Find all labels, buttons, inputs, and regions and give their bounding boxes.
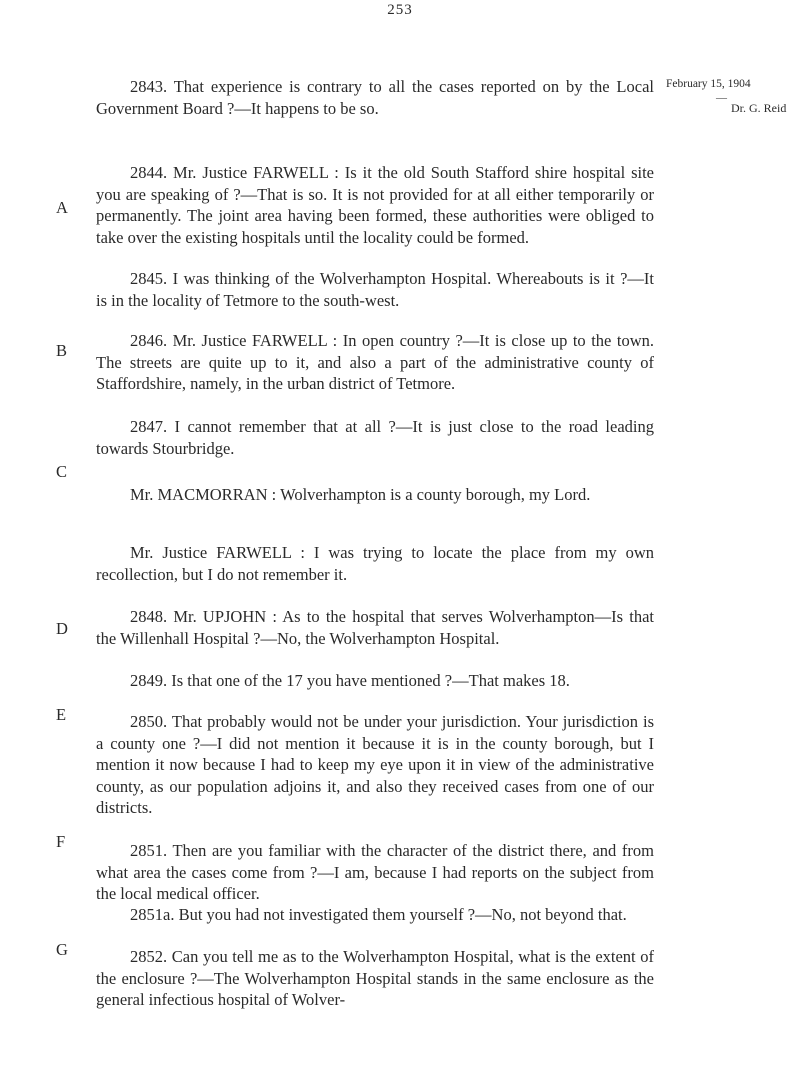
paragraph-2850: 2850. That probably would not be under your jurisdiction. Your jurisdiction is a county one ?—I did not mention it because it is in the county borough, but I mention it now because I had to keep my eye upon it in view of the administrative county, as our population adjoins it, and also they received cases from one of our districts. bbox=[96, 712, 654, 818]
paragraph-2849: 2849. Is that one of the 17 you have mentioned ?—That makes 18. bbox=[130, 671, 570, 690]
paragraph-2844: 2844. Mr. Justice FARWELL : Is it the old South Stafford shire hospital site you are speaking of ?—That is so. It is not provided for at all either temporarily or permanently. The joint area having been formed, these authorities were obliged to take over the existing hospitals until the locality could be formed. bbox=[96, 163, 654, 247]
margin-letter-f: F bbox=[56, 832, 66, 851]
paragraph-2843: 2843. That experience is contrary to all the cases reported on by the Local Government Board ?—It happens to be so. bbox=[96, 77, 654, 118]
sidenote-date: February 15, 1904 bbox=[666, 78, 751, 90]
paragraph-2846: 2846. Mr. Justice FARWELL : In open country ?—It is close up to the town. The streets are quite up to it, and also a part of the administrative county of Staffordshire, namely, in the urban district of Tetmore. bbox=[96, 331, 654, 394]
paragraph-farwell: Mr. Justice FARWELL : I was trying to locate the place from my own recollection, but I do not remember it. bbox=[96, 543, 654, 584]
paragraph-2851: 2851. Then are you familiar with the character of the district there, and from what area the cases come from ?—I am, because I had reports on the subject from the local medical officer. bbox=[96, 841, 654, 904]
page-number: 253 bbox=[387, 2, 413, 18]
margin-letter-e: E bbox=[56, 705, 67, 724]
margin-letter-c: C bbox=[56, 462, 68, 481]
paragraph-macmorran: Mr. MACMORRAN : Wolverhampton is a county borough, my Lord. bbox=[130, 485, 591, 504]
sidenote-witness: Dr. G. Reid bbox=[731, 101, 787, 115]
sidenote-dash: — bbox=[716, 92, 727, 104]
paragraph-2845: 2845. I was thinking of the Wolverhampton Hospital. Whereabouts is it ?—It is in the locality of Tetmore to the south-west. bbox=[96, 269, 654, 310]
paragraph-2847: 2847. I cannot remember that at all ?—It is just close to the road leading towards Stourbridge. bbox=[96, 417, 654, 458]
margin-letter-g: G bbox=[56, 940, 68, 959]
paragraph-2848: 2848. Mr. UPJOHN : As to the hospital that serves Wolverhampton—Is that the Willenhall Hospital ?—No, the Wolverhampton Hospital. bbox=[96, 607, 654, 648]
margin-letter-a: A bbox=[56, 198, 68, 217]
margin-letter-b: B bbox=[56, 341, 68, 360]
paragraph-2852: 2852. Can you tell me as to the Wolverhampton Hospital, what is the extent of the enclosure ?—The Wolverhampton Hospital stands in the same enclosure as the general infectious hospital of Wolver- bbox=[96, 947, 654, 1010]
paragraph-2851a: 2851a. But you had not investigated them yourself ?—No, not beyond that. bbox=[130, 905, 627, 924]
margin-letter-d: D bbox=[56, 619, 68, 638]
